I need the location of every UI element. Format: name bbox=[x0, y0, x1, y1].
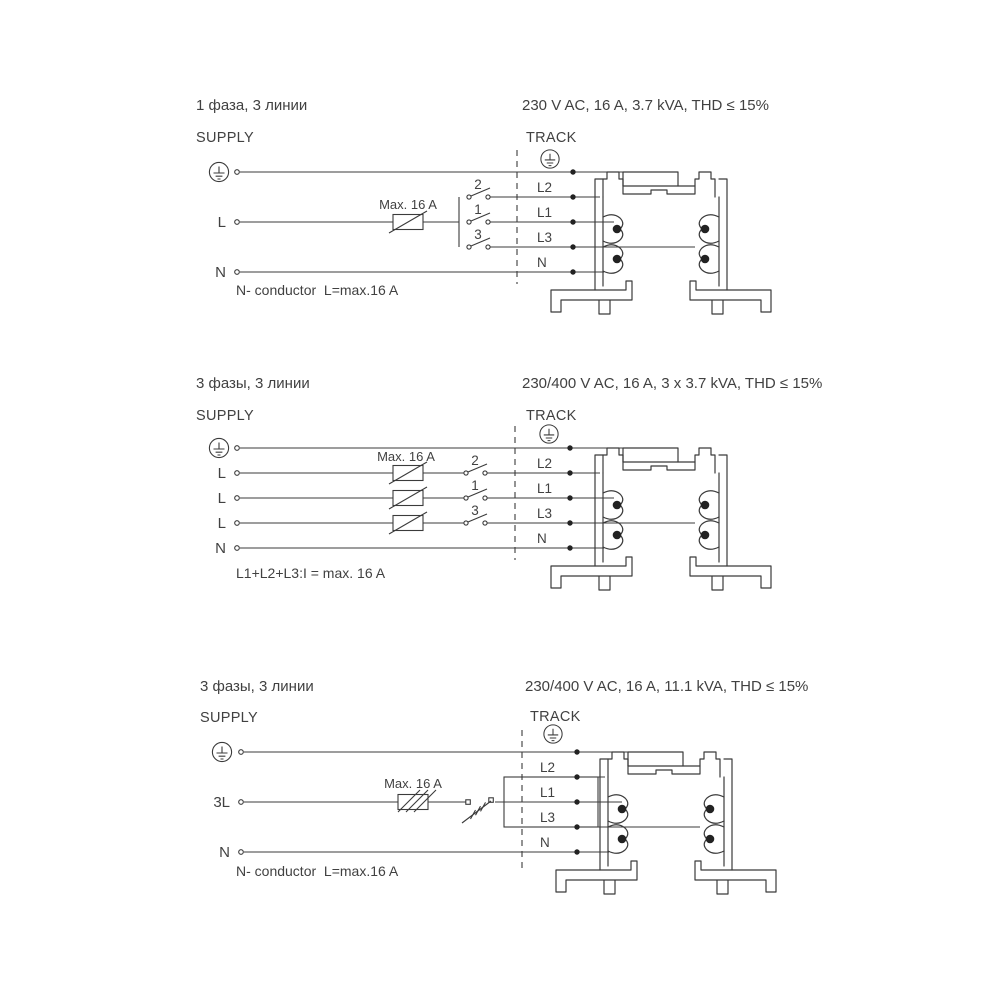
diagram3-track-earth-icon bbox=[544, 725, 562, 743]
diagram3-title-right: 230/400 V AC, 16 A, 11.1 kVA, THD ≤ 15% bbox=[525, 678, 809, 695]
diagram1-fuse bbox=[389, 211, 427, 233]
diagram1-title-left: 1 фаза, 3 линии bbox=[196, 97, 308, 114]
diagram1-track-earth-icon bbox=[541, 150, 559, 168]
diagram3-three-pole-switch bbox=[462, 798, 493, 823]
diagram2-title-right: 230/400 V AC, 16 A, 3 x 3.7 kVA, THD ≤ 15% bbox=[522, 375, 823, 392]
diagram2-junction-dots bbox=[567, 445, 572, 550]
diagram3-fuse-rating-label: Max. 16 A bbox=[384, 776, 442, 791]
diagram3-track-profile bbox=[556, 752, 776, 894]
diagram2-terminals bbox=[235, 446, 240, 551]
diagram1-supply-earth-icon bbox=[209, 162, 228, 181]
diagram1-track-l3-label: L3 bbox=[537, 230, 553, 245]
diagram3-track-l3-label: L3 bbox=[540, 810, 556, 825]
diagram2-supply-label: SUPPLY bbox=[196, 408, 254, 424]
diagram2-fuse-rating-label: Max. 16 A bbox=[377, 449, 435, 464]
diagram2-supply-l2-label: L bbox=[217, 490, 226, 507]
diagram2-wires bbox=[240, 426, 695, 560]
diagram3-wires bbox=[244, 730, 700, 868]
diagram2-switch3-number: 3 bbox=[471, 503, 479, 518]
diagram1-supply-l-label: L bbox=[217, 214, 226, 231]
diagram2-switch1-number: 1 bbox=[471, 478, 479, 493]
diagram1-terminals bbox=[235, 170, 240, 275]
diagram1-track-profile bbox=[551, 172, 771, 314]
diagram3-supply-label: SUPPLY bbox=[200, 710, 258, 726]
diagram2-supply-l3-label: L bbox=[217, 515, 226, 532]
diagram3-junction-dots bbox=[574, 749, 579, 854]
diagram2-track-l3-label: L3 bbox=[537, 506, 553, 521]
diagram3-track-label: TRACK bbox=[530, 709, 581, 725]
diagram1-switch3-number: 3 bbox=[474, 227, 482, 242]
diagram3-terminals bbox=[239, 750, 244, 855]
diagram2-switch2-number: 2 bbox=[471, 453, 479, 468]
diagram1-supply-n-label: N bbox=[215, 264, 226, 281]
diagram3-supply-n-label: N bbox=[219, 844, 230, 861]
diagram3-caption: N- conductor L=max.16 A bbox=[236, 863, 399, 879]
diagram1-switch1-number: 1 bbox=[474, 202, 482, 217]
diagram2-track-earth-icon bbox=[540, 425, 558, 443]
diagram3-fuse bbox=[398, 790, 436, 812]
diagram2-track-l2-label: L2 bbox=[537, 456, 553, 471]
diagram2-title-left: 3 фазы, 3 линии bbox=[196, 375, 310, 392]
diagram2-track-n-label: N bbox=[537, 531, 547, 546]
diagram1-title-right: 230 V AC, 16 A, 3.7 kVA, THD ≤ 15% bbox=[522, 97, 769, 114]
diagram2-supply-l1-label: L bbox=[217, 465, 226, 482]
diagram3-supply-earth-icon bbox=[212, 742, 231, 761]
diagram2-caption: L1+L2+L3:I = max. 16 A bbox=[236, 565, 386, 581]
diagram3-supply-3l-label: 3L bbox=[213, 794, 230, 811]
diagram-3-phase-3-lines bbox=[196, 375, 822, 590]
diagram2-track-label: TRACK bbox=[526, 408, 577, 424]
diagram3-track-l1-label: L1 bbox=[540, 785, 556, 800]
diagram2-track-profile bbox=[551, 448, 771, 590]
diagram3-track-n-label: N bbox=[540, 835, 550, 850]
diagram3-title-left: 3 фазы, 3 линии bbox=[200, 678, 314, 695]
diagram1-supply-label: SUPPLY bbox=[196, 130, 254, 146]
diagram1-track-n-label: N bbox=[537, 255, 547, 270]
diagram1-track-l2-label: L2 bbox=[537, 180, 553, 195]
diagram3-track-l2-label: L2 bbox=[540, 760, 556, 775]
diagram1-track-label: TRACK bbox=[526, 130, 577, 146]
diagram1-caption: N- conductor L=max.16 A bbox=[236, 282, 399, 298]
diagram1-fuse-rating-label: Max. 16 A bbox=[379, 197, 437, 212]
diagram2-track-l1-label: L1 bbox=[537, 481, 553, 496]
diagram1-track-l1-label: L1 bbox=[537, 205, 553, 220]
diagram-3-phase-3-lines-single-feed bbox=[200, 678, 808, 894]
diagram1-wires bbox=[240, 150, 695, 284]
diagram-1-phase-3-lines bbox=[196, 97, 771, 314]
diagram1-switch2-number: 2 bbox=[474, 177, 482, 192]
diagram2-fuses bbox=[389, 462, 427, 534]
diagram1-junction-dots bbox=[570, 169, 575, 274]
diagram2-supply-earth-icon bbox=[209, 438, 228, 457]
diagram2-supply-n-label: N bbox=[215, 540, 226, 557]
